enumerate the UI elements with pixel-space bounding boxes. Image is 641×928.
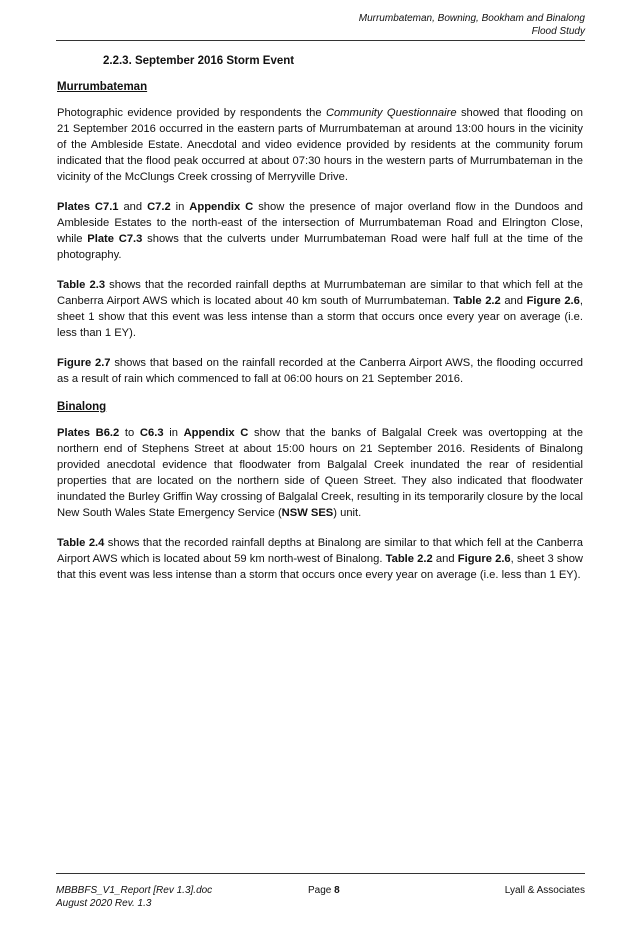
text-run: and bbox=[432, 553, 458, 565]
header-subtitle: Flood Study bbox=[531, 26, 585, 37]
footer-company: Lyall & Associates bbox=[504, 885, 585, 896]
binalong-paragraph-1 bbox=[57, 425, 583, 521]
running-header bbox=[56, 12, 585, 38]
text-run: in bbox=[170, 201, 190, 213]
text-run: show that the banks of Balgalal Creek was overtopping at the northern end of Stephens Street at about 15:00 hours on 21 September 2016. Residents of Binalong provided anecdotal evidence that floodwater from Balgalal Creek inundated the rear of residential properties that are located on the northern side of Queen Street. They also indicated that floodwater inundated the Burley Griffin Way crossing of Balgalal Creek, resulting in its temporarily closure by the local New South Wales State Emergency Service ( bbox=[57, 427, 583, 519]
text-run: Appendix C bbox=[189, 201, 254, 213]
text-run: C6.3 bbox=[139, 427, 164, 439]
binalong-heading: Binalong bbox=[57, 401, 107, 413]
murrumbateman-heading: Murrumbateman bbox=[57, 81, 148, 93]
footer-doc-name: MBBBFS_V1_Report [Rev 1.3].doc bbox=[56, 885, 213, 896]
page-number: 8 bbox=[334, 885, 340, 896]
binalong-paragraph-2 bbox=[57, 535, 583, 583]
text-run: shows that the recorded rainfall depths at Binalong are similar to that which fell at the Canberra Airport AWS which is located about 59 km north-west of Binalong. bbox=[57, 537, 583, 565]
text-run: Figure 2.6 bbox=[457, 553, 511, 565]
text-run: C7.2 bbox=[147, 201, 171, 213]
section-title: 2.2.3. September 2016 Storm Event bbox=[103, 55, 295, 67]
header-divider bbox=[56, 40, 585, 41]
text-run: Plates C7.1 bbox=[57, 201, 119, 213]
text-run: Appendix C bbox=[183, 427, 249, 439]
text-run: and bbox=[118, 201, 148, 213]
footer-date-revision: August 2020 Rev. 1.3 bbox=[56, 898, 152, 909]
text-run: Table 2.2 bbox=[453, 295, 501, 307]
text-run: to bbox=[119, 427, 140, 439]
text-run: Photographic evidence provided by respondents the bbox=[57, 107, 326, 119]
text-run: in bbox=[163, 427, 184, 439]
text-run: Community Questionnaire bbox=[325, 107, 457, 119]
footer-divider bbox=[56, 873, 585, 874]
text-run: shows that the recorded rainfall depths at Murrumbateman are similar to that which fell at the Canberra Airport AWS which is located about 40 km south of Murrumbateman. bbox=[57, 279, 583, 307]
text-run: Figure 2.6 bbox=[526, 295, 580, 307]
murrumbateman-paragraph-3 bbox=[57, 277, 583, 341]
text-run: shows that based on the rainfall recorded at the Canberra Airport AWS, the flooding occurred as a result of rain which commenced to fall at 06:00 hours on 21 September 2016. bbox=[57, 357, 583, 385]
murrumbateman-paragraph-2 bbox=[57, 199, 583, 263]
text-run: Plates B6.2 bbox=[57, 427, 120, 439]
text-run: Plate C7.3 bbox=[87, 233, 143, 245]
text-run: shows that the culverts under Murrumbateman Road were half full at the time of the photography. bbox=[57, 233, 583, 261]
page-body bbox=[57, 55, 583, 597]
murrumbateman-paragraph-4 bbox=[57, 355, 583, 387]
header-title: Murrumbateman, Bowning, Bookham and Binalong bbox=[358, 13, 585, 24]
text-run: showed that flooding on 21 September 2016 occurred in the eastern parts of Murrumbateman at around 13:00 hours in the vicinity of the Ambleside Estate. Anecdotal and video evidence provided by residents at the community forum indicated that the flood peak occurred at about 07:30 hours in the western parts of Murrumbateman in the vicinity of the McClungs Creek crossing of Merryville Drive. bbox=[57, 107, 583, 183]
footer-page-number bbox=[308, 884, 340, 897]
text-run: and bbox=[500, 295, 527, 307]
murrumbateman-paragraph-1 bbox=[57, 105, 583, 185]
page-label: Page bbox=[308, 885, 335, 896]
text-run: ) unit. bbox=[333, 507, 362, 519]
text-run: , sheet 3 show that this event was less intense than a storm that occurs once every year on average (i.e. less than 1 EY). bbox=[57, 553, 583, 581]
text-run: show the presence of major overland flow in the Dundoos and Ambleside Estates to the north-east of the intersection of Murrumbateman Road and Elrington Close, while bbox=[57, 201, 583, 245]
text-run: Table 2.3 bbox=[57, 279, 106, 291]
footer-doc-info bbox=[56, 884, 212, 910]
text-run: , sheet 1 show that this event was less intense than a storm that occurs once every year on average (i.e. less than 1 EY). bbox=[57, 295, 583, 339]
text-run: Table 2.2 bbox=[385, 553, 433, 565]
text-run: NSW SES bbox=[281, 507, 334, 519]
text-run: Table 2.4 bbox=[57, 537, 105, 549]
text-run: Figure 2.7 bbox=[57, 357, 111, 369]
